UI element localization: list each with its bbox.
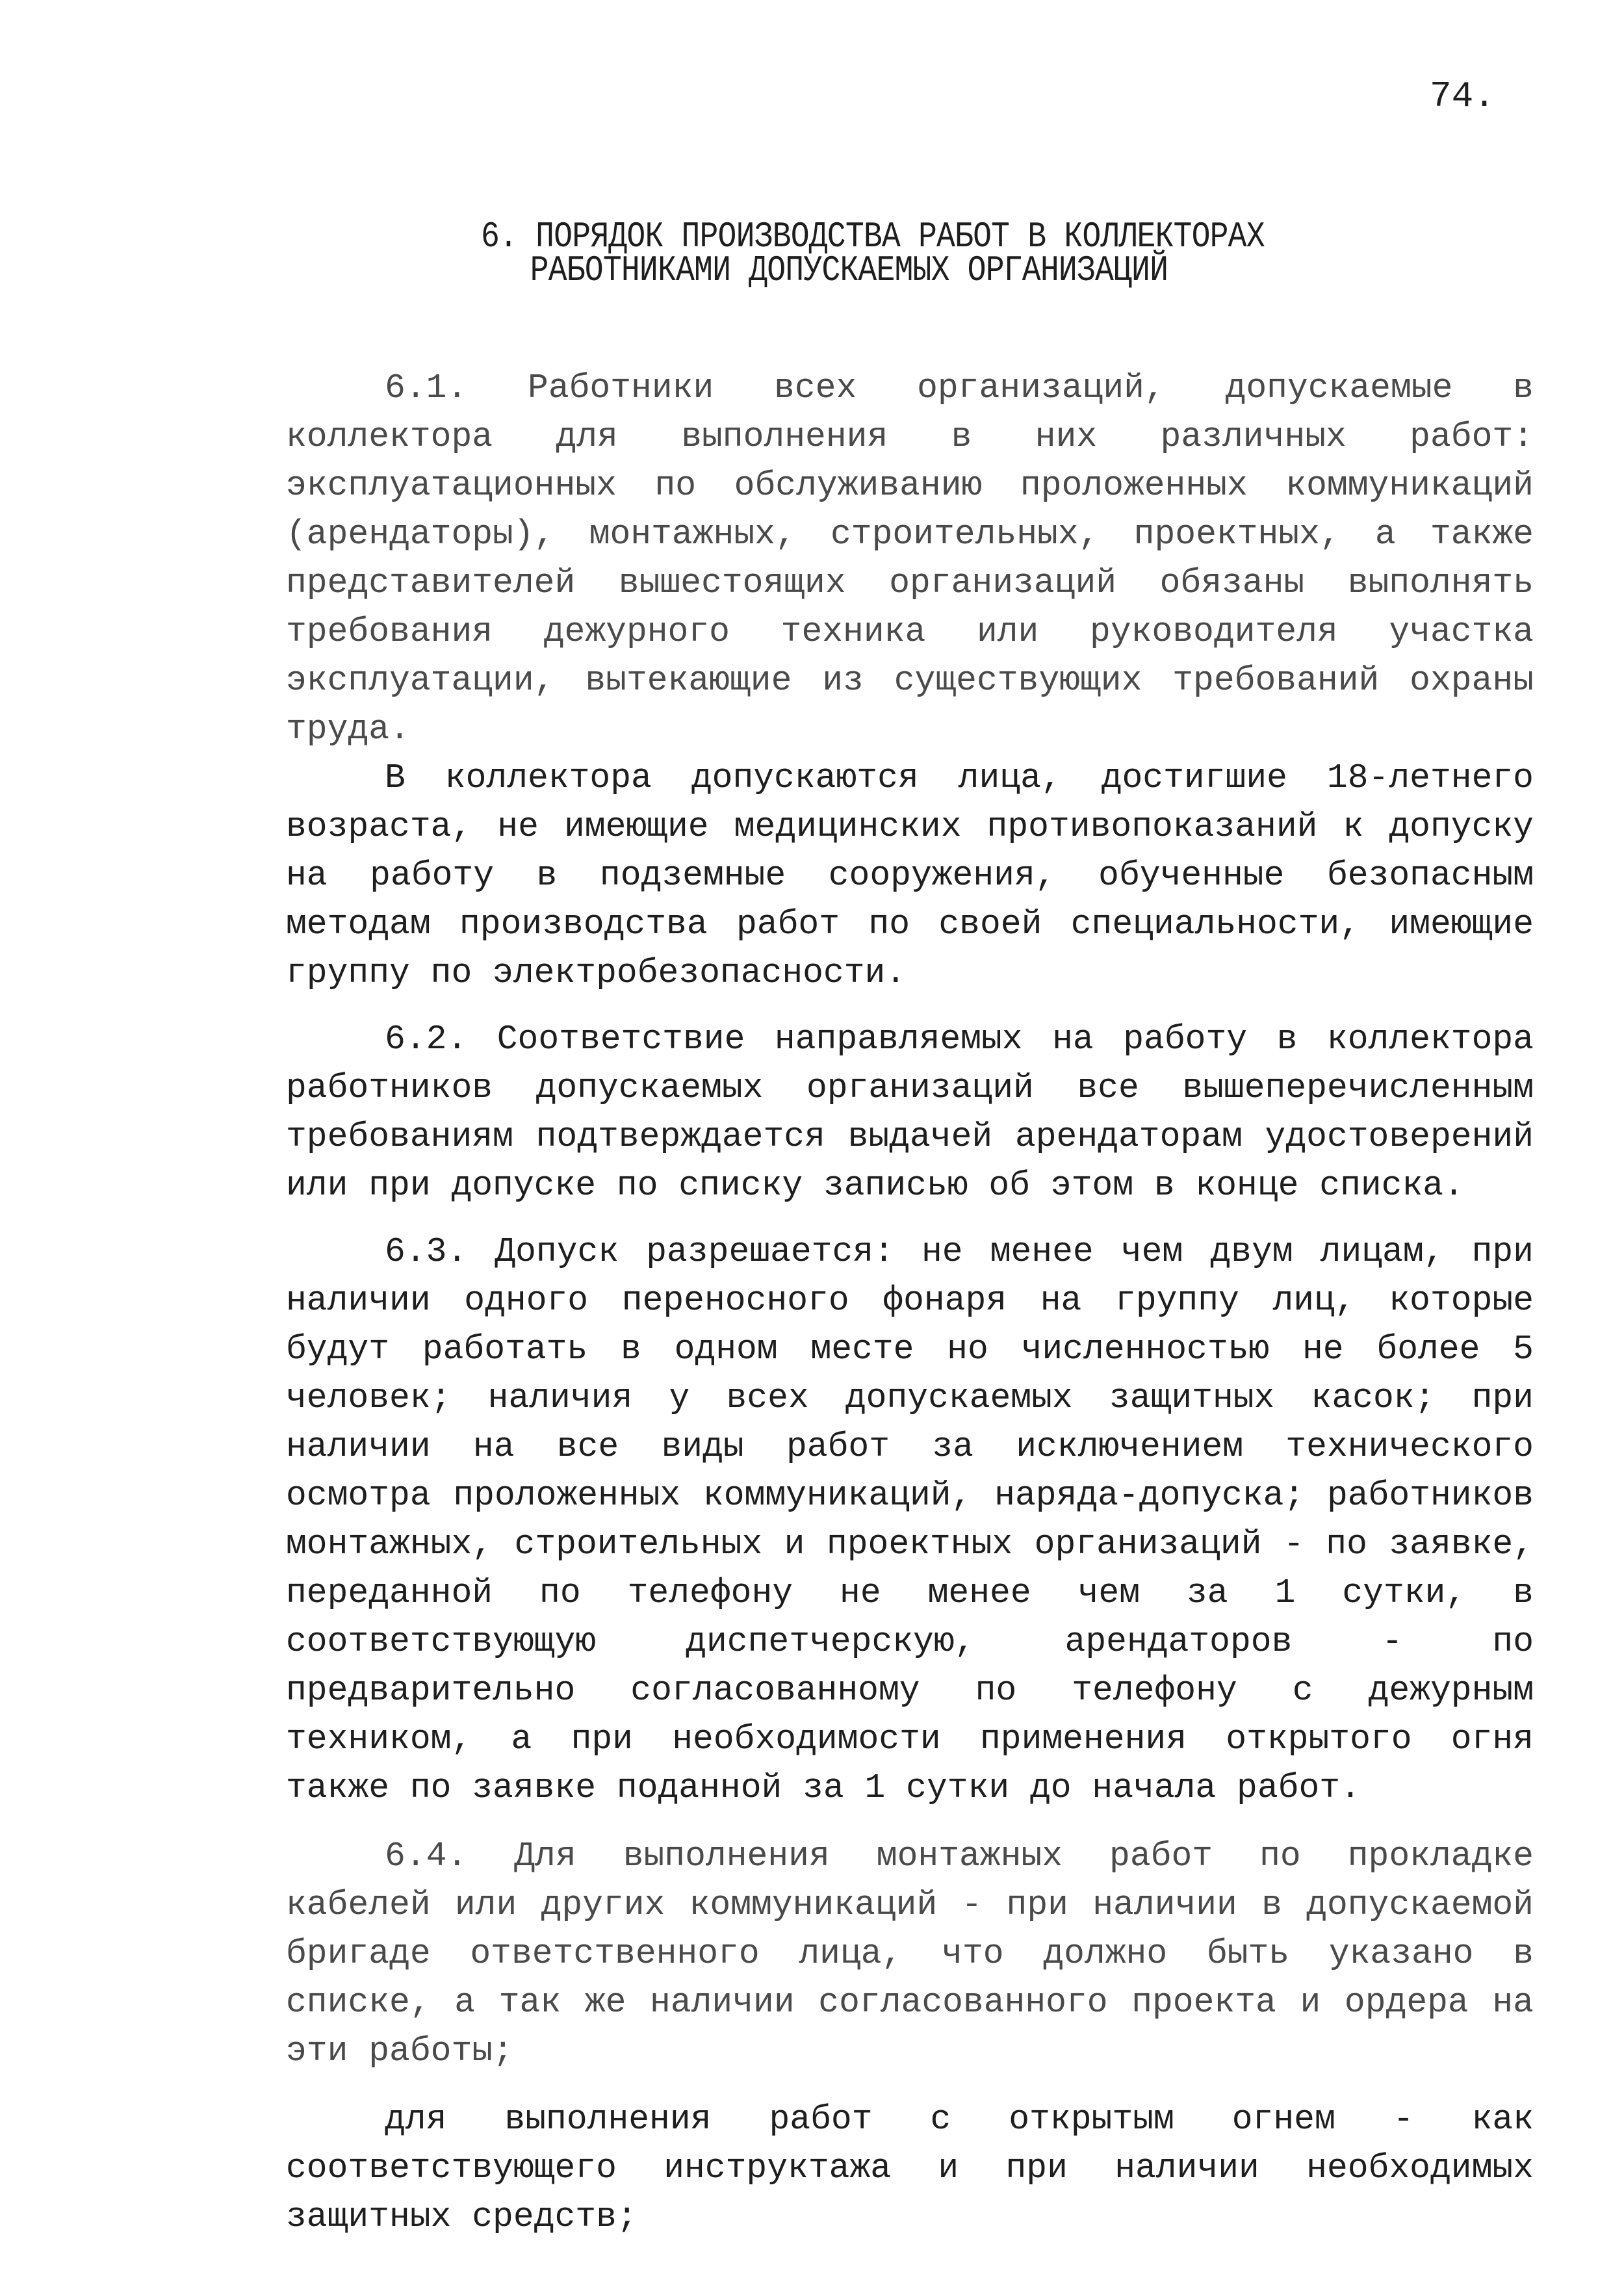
paragraph-open-fire-works: для выполнения работ с открытым огнем - как соответствующего инструктажа и при наличии необходимых защитных средств;: [286, 2100, 1534, 2236]
section-title-line-2: РАБОТНИКАМИ ДОПУСКАЕМЫХ ОРГАНИЗАЦИЙ: [530, 250, 1168, 291]
section-title: [481, 216, 1297, 291]
section-title-line-1: 6. ПОРЯДОК ПРОИЗВОДСТВА РАБОТ В КОЛЛЕКТОРАХ: [481, 216, 1265, 257]
paragraph-6-2: 6.2. Соответствие направляемых на работу в коллектора работников допускаемых организаций все вышеперечисленным требованиям подтверждается выдачей арендаторам удостоверений или при допуске по списку записью об этом в конце списка.: [286, 1020, 1534, 1205]
paragraph-6-4: 6.4. Для выполнения монтажных работ по прокладке кабелей или других коммуникаций - при наличии в допускаемой бригаде ответственного лица, что должно быть указано в списке, а так же наличии согласованного проекта и ордера на эти работы;: [286, 1837, 1534, 2071]
paragraph-6-3: 6.3. Допуск разрешается: не менее чем двум лицам, при наличии одного переносного фонаря на группу лиц, которые будут работать в одном месте но численностью не более 5 человек; наличия у всех допускаемых защитных касок; при наличии на все виды работ за исключением технического осмотра проложенных коммуникаций, наряда-допуска; работников монтажных, строительных и проектных организаций - по заявке, переданной по телефону не менее чем за 1 сутки, в соответствующую диспетчерскую, арендаторов - по предварительно согласованному по телефону с дежурным техником, а при необходимости применения открытого огня также по заявке поданной за 1 сутки до начала работ.: [286, 1232, 1534, 1807]
body-text: [286, 364, 1534, 2242]
paragraph-admission-requirements: В коллектора допускаются лица, достигшие 18-летнего возраста, не имеющие медицинских противопоказаний к допуску на работу в подземные сооружения, обученные безопасным методам производства работ по своей специальности, имеющие группу по электробезопасности.: [286, 758, 1534, 992]
paragraph-6-1: 6.1. Работники всех организаций, допускаемые в коллектора для выполнения в них различных работ: эксплуатационных по обслуживанию проложенных коммуникаций (арендаторы), монтажных, строительных, проектных, а также представителей вышестоящих организаций обязаны выполнять требования дежурного техника или руководителя участка эксплуатации, вытекающие из существующих требований охраны труда.: [286, 368, 1534, 749]
page-number: 74.: [1430, 75, 1495, 117]
